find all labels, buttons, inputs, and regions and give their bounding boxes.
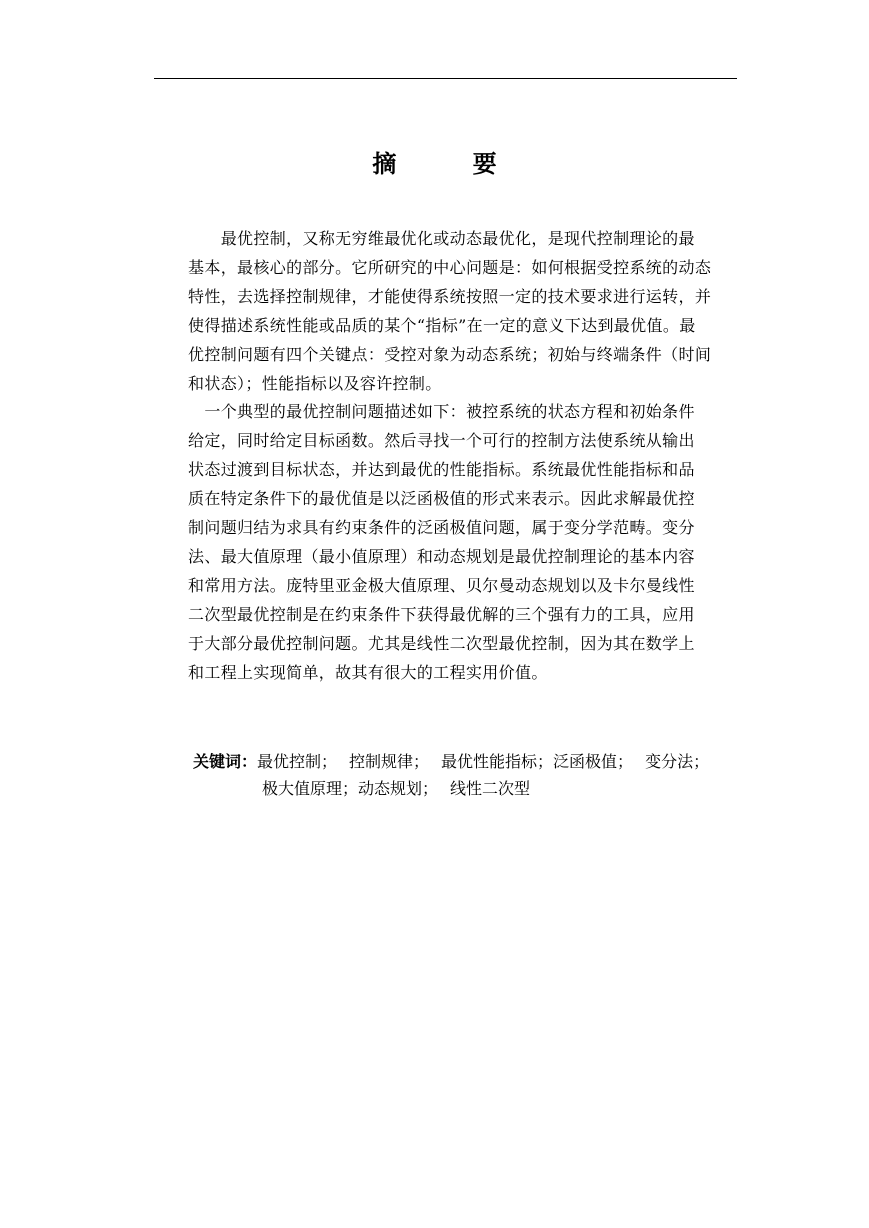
paragraph-line: 基本，最核心的部分。它所研究的中心问题是：如何根据受控系统的动态	[188, 258, 712, 277]
header-rule	[154, 78, 737, 79]
keywords-row-1	[193, 748, 753, 775]
keyword: 最优控制；	[257, 752, 338, 771]
abstract-paragraph-1	[188, 224, 738, 398]
paragraph-line: 优控制问题有四个关键点：受控对象为动态系统；初始与终端条件（时间	[188, 345, 712, 364]
paragraph-line: 和常用方法。庞特里亚金极大值原理、贝尔曼动态规划以及卡尔曼线性	[188, 576, 695, 595]
keywords-section	[193, 748, 753, 802]
paragraph-line: 最优控制，又称无穷维最优化或动态最优化，是现代控制理论的最	[188, 229, 695, 248]
abstract-paragraph-2	[188, 397, 738, 687]
page-title: 摘 要	[372, 150, 531, 178]
keywords-label: 关键词：	[193, 752, 258, 771]
keywords-row-2	[193, 775, 753, 802]
paragraph-line: 一个典型的最优控制问题描述如下：被控系统的状态方程和初始条件	[188, 402, 695, 421]
keyword: 线性二次型	[450, 779, 531, 798]
paragraph-line: 制问题归结为求具有约束条件的泛函极值问题，属于变分学范畴。变分	[188, 518, 695, 537]
paragraph-line: 状态过渡到目标状态，并达到最优的性能指标。系统最优性能指标和品	[188, 460, 695, 479]
paragraph-line: 使得描述系统性能或品质的某个“指标”在一定的意义下达到最优值。最	[188, 316, 696, 335]
paragraph-line: 法、最大值原理（最小值原理）和动态规划是最优控制理论的基本内容	[188, 547, 695, 566]
paragraph-line: 二次型最优控制是在约束条件下获得最优解的三个强有力的工具，应用	[188, 605, 695, 624]
keyword: 最优性能指标；泛函极值；	[441, 752, 634, 771]
paragraph-line: 特性，去选择控制规律，才能使得系统按照一定的技术要求进行运转，并	[188, 287, 712, 306]
paragraph-line: 于大部分最优控制问题。尤其是线性二次型最优控制，因为其在数学上	[188, 634, 695, 653]
paragraph-line: 给定，同时给定目标函数。然后寻找一个可行的控制方法使系统从输出	[188, 431, 695, 450]
paragraph-line: 和工程上实现简单，故其有很大的工程实用价值。	[188, 663, 548, 682]
paragraph-line: 质在特定条件下的最优值是以泛函极值的形式来表示。因此求解最优控	[188, 489, 695, 508]
keyword: 极大值原理；动态规划；	[262, 779, 439, 798]
keyword: 控制规律；	[349, 752, 430, 771]
keyword: 变分法；	[645, 752, 710, 771]
paragraph-line: 和状态）；性能指标以及容许控制。	[188, 374, 442, 393]
